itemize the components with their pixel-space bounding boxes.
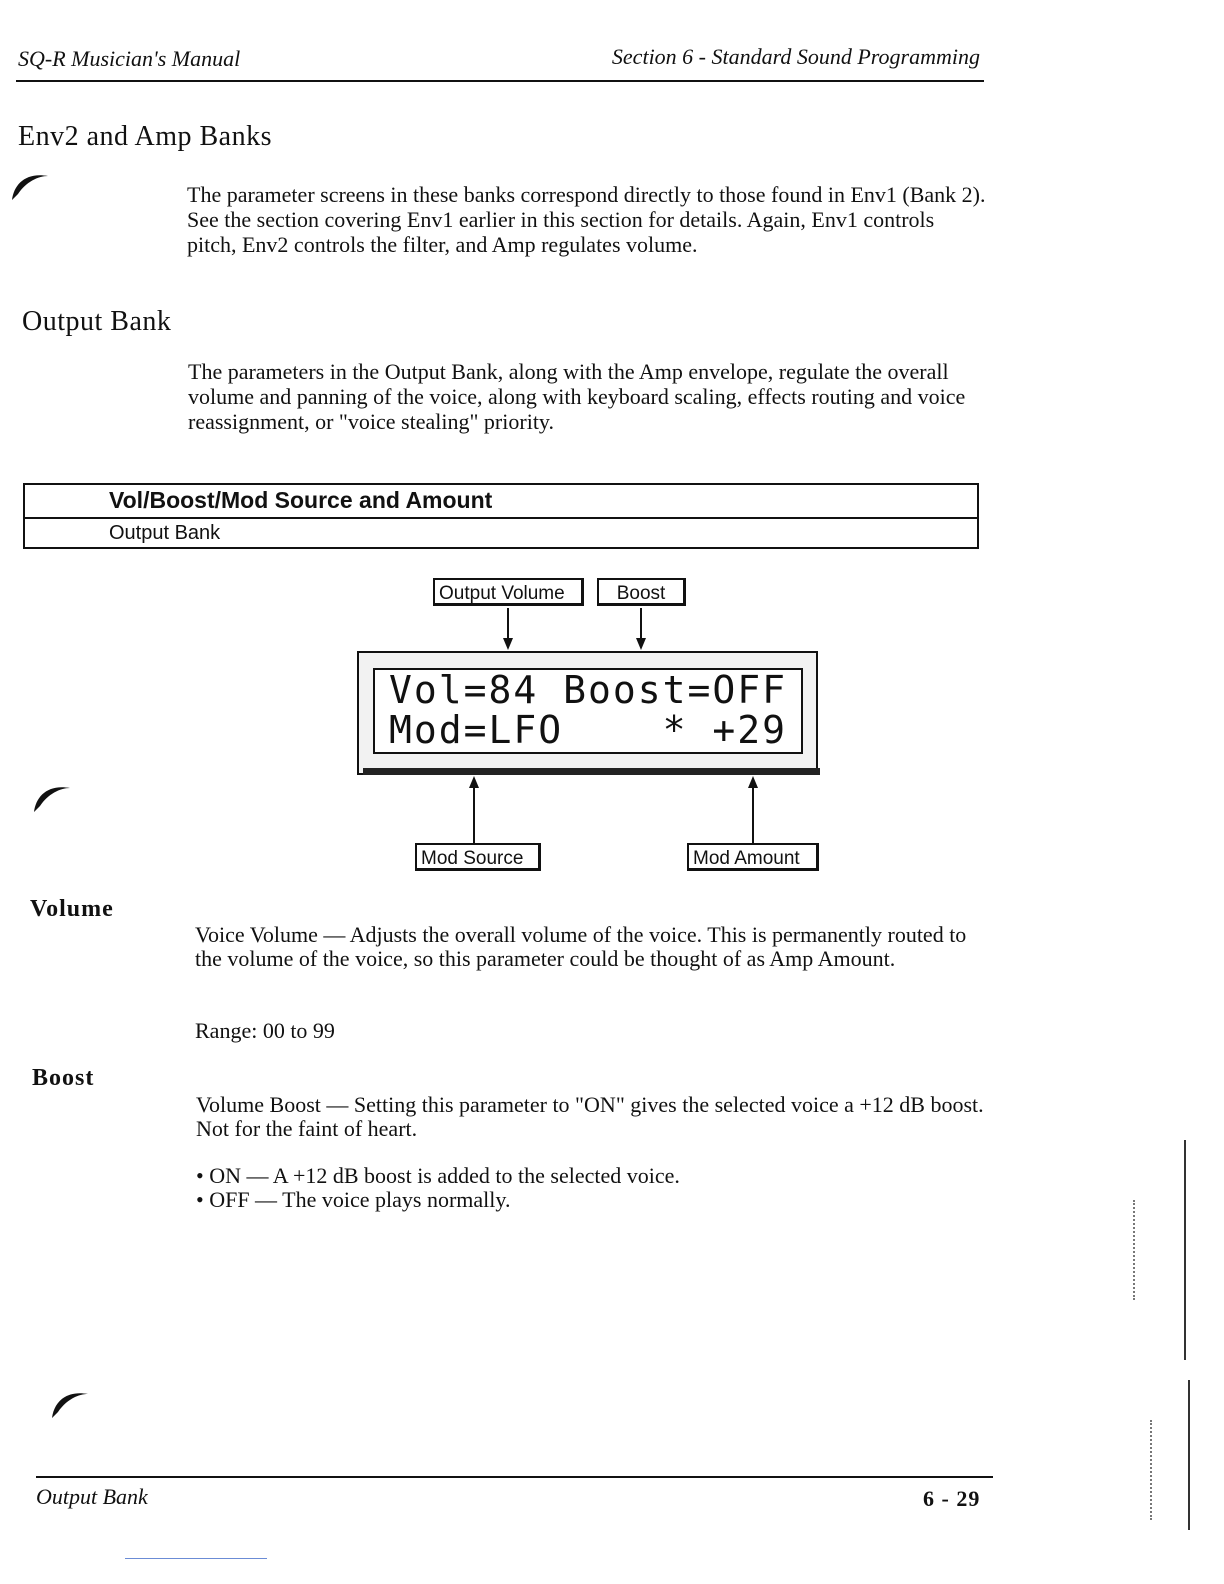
registration-mark-icon [48, 1382, 96, 1422]
label-output-volume: Output Volume [433, 578, 584, 606]
boost-options-list [196, 1164, 986, 1212]
title-box-divider [25, 517, 977, 519]
subheading-boost: Boost [32, 1065, 95, 1091]
lcd-line-1: Vol=84 Boost=OFF [389, 668, 788, 712]
scan-dots [1150, 1420, 1153, 1520]
section-heading-env2: Env2 and Amp Banks [18, 121, 272, 152]
volume-description: Voice Volume — Adjusts the overall volume of the voice. This is permanently routed to the volume of the voice, so this parameter could be thought of as Amp Amount. [195, 922, 967, 971]
arrow-down-icon [636, 608, 646, 650]
scan-blue-line [125, 1558, 267, 1559]
lcd-display [373, 668, 803, 754]
running-header-right: Section 6 - Standard Sound Programming [611, 44, 980, 69]
header-rule [16, 80, 984, 82]
arrow-up-icon [469, 776, 479, 843]
page-number: 6 - 29 [923, 1486, 981, 1511]
running-header-left: SQ-R Musician's Manual [18, 46, 241, 71]
list-item: • OFF — The voice plays normally. [196, 1187, 511, 1212]
env2-paragraph: The parameter screens in these banks correspond directly to those found in Env1 (Bank 2). See the section covering Env1 earlier in this section for details. Again, Env1 controls pitch, Env2 controls the filter, and Amp regulates volume. [187, 182, 986, 257]
parameter-title: Vol/Boost/Mod Source and Amount [109, 487, 493, 513]
arrow-up-icon [748, 776, 758, 843]
arrow-down-icon [503, 608, 513, 650]
footer-rule [36, 1476, 993, 1478]
lcd-bezel-shadow [363, 768, 820, 775]
footer-bank-name: Output Bank [36, 1484, 148, 1509]
output-paragraph: The parameters in the Output Bank, along with the Amp envelope, regulate the overall volume and panning of the voice, along with keyboard scaling, effects routing and voice reassignment, or "voice stealing" priority. [188, 359, 966, 434]
label-mod-amount: Mod Amount [687, 843, 819, 871]
boost-description: Volume Boost — Setting this parameter to "ON" gives the selected voice a +12 dB boost. Not for the faint of heart. [196, 1092, 984, 1141]
lcd-line-2: Mod=LFO * +29 [389, 708, 788, 752]
parameter-bank-name: Output Bank [109, 522, 221, 544]
list-item: • ON — A +12 dB boost is added to the selected voice. [196, 1163, 680, 1188]
label-boost: Boost [597, 578, 686, 606]
registration-mark-icon [30, 776, 78, 816]
parameter-title-box [23, 483, 979, 549]
scan-dots [1133, 1200, 1136, 1300]
subheading-volume: Volume [30, 896, 114, 922]
label-mod-source: Mod Source [415, 843, 541, 871]
scan-edge-line [1188, 1380, 1190, 1530]
registration-mark-icon [8, 164, 56, 204]
scan-edge-line [1184, 1140, 1186, 1360]
section-heading-output: Output Bank [22, 306, 172, 337]
volume-range: Range: 00 to 99 [195, 1018, 335, 1043]
